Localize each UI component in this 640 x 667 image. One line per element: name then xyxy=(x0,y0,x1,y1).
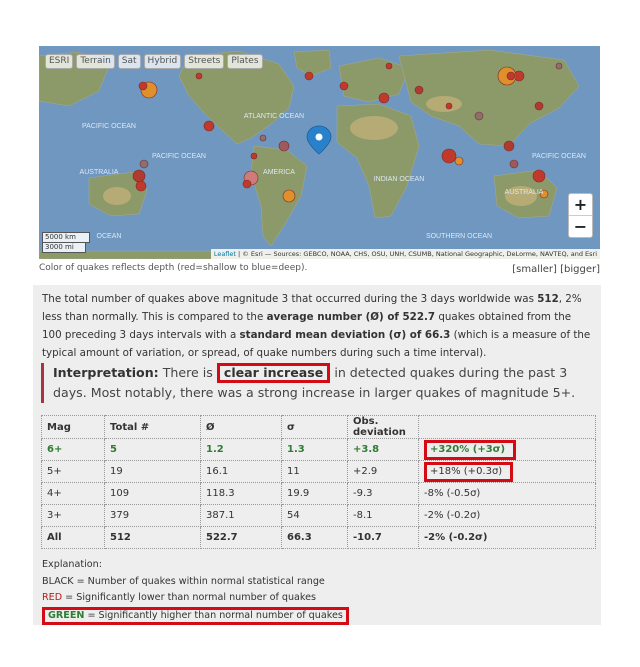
quake-marker[interactable] xyxy=(533,170,545,182)
quake-marker[interactable] xyxy=(455,157,463,165)
cell: -9.3 xyxy=(348,483,419,505)
highlight-box xyxy=(42,607,349,625)
quake-marker[interactable] xyxy=(340,82,348,90)
ocean-label: INDIAN OCEAN xyxy=(373,176,425,183)
cell: 379 xyxy=(105,505,201,527)
earthquake-map[interactable] xyxy=(39,46,600,259)
quake-marker[interactable] xyxy=(507,72,515,80)
bigger-link[interactable]: [bigger] xyxy=(560,264,600,275)
table-row xyxy=(42,483,596,505)
header-obs-deviation: Obs. deviation xyxy=(348,416,419,439)
arabia-desert xyxy=(426,96,462,112)
cell: 4+ xyxy=(42,483,105,505)
cell: 11 xyxy=(282,461,348,483)
map-caption: Color of quakes reflects depth (red=shallow to blue=deep). xyxy=(39,263,308,273)
header-total: Total # xyxy=(105,416,201,439)
attribution-text: | © Esri — Sources: GEBCO, NOAA, CHS, OSU, UNH, CSUMB, National Geographic, DeLorme, NAVTEQ, and Esri xyxy=(238,250,597,258)
highlight-box: +18% (+0.3σ) xyxy=(424,462,513,482)
ocean-label: PACIFIC OCEAN xyxy=(82,123,136,130)
interpretation-heading: Interpretation: xyxy=(53,365,159,380)
map-canvas xyxy=(39,46,600,259)
summary-text: quakes obtained from the 100 preceding 3 days intervals with a xyxy=(42,311,572,341)
map-size-links xyxy=(512,264,600,275)
zoom-control xyxy=(568,193,593,238)
sahara-desert xyxy=(350,116,398,140)
quake-marker[interactable] xyxy=(196,73,202,79)
quake-marker[interactable] xyxy=(379,93,389,103)
cell: -8.1 xyxy=(348,505,419,527)
quake-marker[interactable] xyxy=(305,72,313,80)
explanation-legend xyxy=(42,557,349,625)
legend-key: BLACK xyxy=(42,575,74,587)
cell: -8% (-0.5σ) xyxy=(419,483,596,505)
quake-marker[interactable] xyxy=(556,63,562,69)
layer-button-sat[interactable]: Sat xyxy=(118,54,141,69)
quake-marker[interactable] xyxy=(475,112,483,120)
legend-text: = Significantly lower than normal number of quakes xyxy=(62,592,317,603)
average-label: average number (Ø) of 522.7 xyxy=(266,311,436,323)
cell: 1.2 xyxy=(201,439,282,461)
layer-button-esri[interactable]: ESRI xyxy=(45,54,73,69)
explanation-title: Explanation: xyxy=(42,559,102,570)
cell: -10.7 xyxy=(348,527,419,549)
deviation-label: standard mean deviation (σ) of 66.3 xyxy=(239,329,451,341)
legend-text: = Number of quakes within normal statistical range xyxy=(73,575,325,587)
quake-marker[interactable] xyxy=(535,102,543,110)
zoom-in-button[interactable]: + xyxy=(573,195,588,214)
quake-marker[interactable] xyxy=(415,86,423,94)
quake-marker[interactable] xyxy=(510,160,518,168)
interpretation-text: in detected quakes during the past 3 days. Most notably, there was a strong increase in larger quakes of magnitude 5+. xyxy=(53,365,576,400)
summary-text: (which is a measure of the typical amount of variation, or spread, of quake numbers during such a time interval). xyxy=(42,329,591,359)
cell: 522.7 xyxy=(201,527,282,549)
quake-marker[interactable] xyxy=(442,149,456,163)
map-scale xyxy=(42,232,90,253)
cell: All xyxy=(42,527,105,549)
quake-marker[interactable] xyxy=(446,103,452,109)
table-header-row xyxy=(42,416,596,439)
leaflet-link[interactable]: Leaflet xyxy=(213,250,236,258)
cell: 387.1 xyxy=(201,505,282,527)
table-row xyxy=(42,505,596,527)
legend-red xyxy=(42,590,349,607)
cell: -2% (-0.2σ) xyxy=(419,527,596,549)
land-label: AUSTRALIA xyxy=(504,189,544,196)
legend-text: = Significantly higher than normal number of quakes xyxy=(84,609,343,621)
layer-switcher xyxy=(45,54,263,69)
interpretation-highlight: clear increase xyxy=(217,363,330,383)
scale-km: 5000 km xyxy=(42,232,90,243)
quake-marker[interactable] xyxy=(251,153,257,159)
quake-marker[interactable] xyxy=(504,141,514,151)
quake-marker[interactable] xyxy=(136,181,146,191)
cell xyxy=(419,439,596,461)
header-sigma: σ xyxy=(282,416,348,439)
quake-marker[interactable] xyxy=(133,170,145,182)
cell: 109 xyxy=(105,483,201,505)
summary-text: , 2% less than normally. This is compared to the xyxy=(42,293,582,323)
quake-marker[interactable] xyxy=(243,180,251,188)
quake-stats-table xyxy=(41,415,596,549)
cell: 3+ xyxy=(42,505,105,527)
layer-button-plates[interactable]: Plates xyxy=(227,54,262,69)
summary-paragraph xyxy=(42,290,594,362)
scale-mi: 3000 mi xyxy=(42,243,86,253)
cell: 19 xyxy=(105,461,201,483)
cell: 1.3 xyxy=(282,439,348,461)
cell: 5 xyxy=(105,439,201,461)
cell: 6+ xyxy=(42,439,105,461)
cell: 16.1 xyxy=(201,461,282,483)
layer-button-hybrid[interactable]: Hybrid xyxy=(144,54,182,69)
land-label: AUSTRALIA xyxy=(79,169,119,176)
quake-marker[interactable] xyxy=(139,82,147,90)
table-row xyxy=(42,461,596,483)
table-row-total xyxy=(42,527,596,549)
cell: -2% (-0.2σ) xyxy=(419,505,596,527)
layer-button-terrain[interactable]: Terrain xyxy=(76,54,114,69)
cell: 5+ xyxy=(42,461,105,483)
quake-marker[interactable] xyxy=(260,135,266,141)
cell: 512 xyxy=(105,527,201,549)
quake-marker[interactable] xyxy=(204,121,214,131)
map-attribution xyxy=(211,249,600,259)
cell xyxy=(419,461,596,483)
quake-marker[interactable] xyxy=(279,141,289,151)
cell: +2.9 xyxy=(348,461,419,483)
cell: 19.9 xyxy=(282,483,348,505)
outback-desert-west xyxy=(103,187,131,205)
interpretation-block xyxy=(41,363,598,403)
summary-text: The total number of quakes above magnitude 3 that occurred during the 3 days worldwide was xyxy=(42,293,538,305)
table-row xyxy=(42,439,596,461)
zoom-out-button[interactable]: − xyxy=(569,215,592,237)
cell: +3.8 xyxy=(348,439,419,461)
legend-green xyxy=(42,607,349,625)
cell: 66.3 xyxy=(282,527,348,549)
smaller-link[interactable]: [smaller] xyxy=(512,264,557,275)
cell: 54 xyxy=(282,505,348,527)
header-deviation-pct xyxy=(419,416,596,439)
ocean-label: OCEAN xyxy=(96,233,122,240)
ocean-label: SOUTHERN OCEAN xyxy=(425,233,493,240)
land-label: AMERICA xyxy=(263,169,295,176)
legend-black xyxy=(42,574,349,591)
layer-button-streets[interactable]: Streets xyxy=(184,54,224,69)
quake-marker[interactable] xyxy=(140,160,148,168)
total-count: 512 xyxy=(537,293,559,305)
header-avg: Ø xyxy=(201,416,282,439)
interpretation-text: There is xyxy=(158,365,217,380)
legend-key: RED xyxy=(42,592,63,603)
ocean-label: PACIFIC OCEAN xyxy=(532,153,586,160)
cell: 118.3 xyxy=(201,483,282,505)
ocean-label: PACIFIC OCEAN xyxy=(152,153,206,160)
quake-marker[interactable] xyxy=(283,190,295,202)
quake-marker[interactable] xyxy=(386,63,392,69)
legend-key: GREEN xyxy=(48,609,85,621)
stats-panel xyxy=(33,285,601,625)
ocean-label: ATLANTIC OCEAN xyxy=(243,113,305,120)
header-mag: Mag xyxy=(42,416,105,439)
highlight-box: +320% (+3σ) xyxy=(424,440,516,460)
